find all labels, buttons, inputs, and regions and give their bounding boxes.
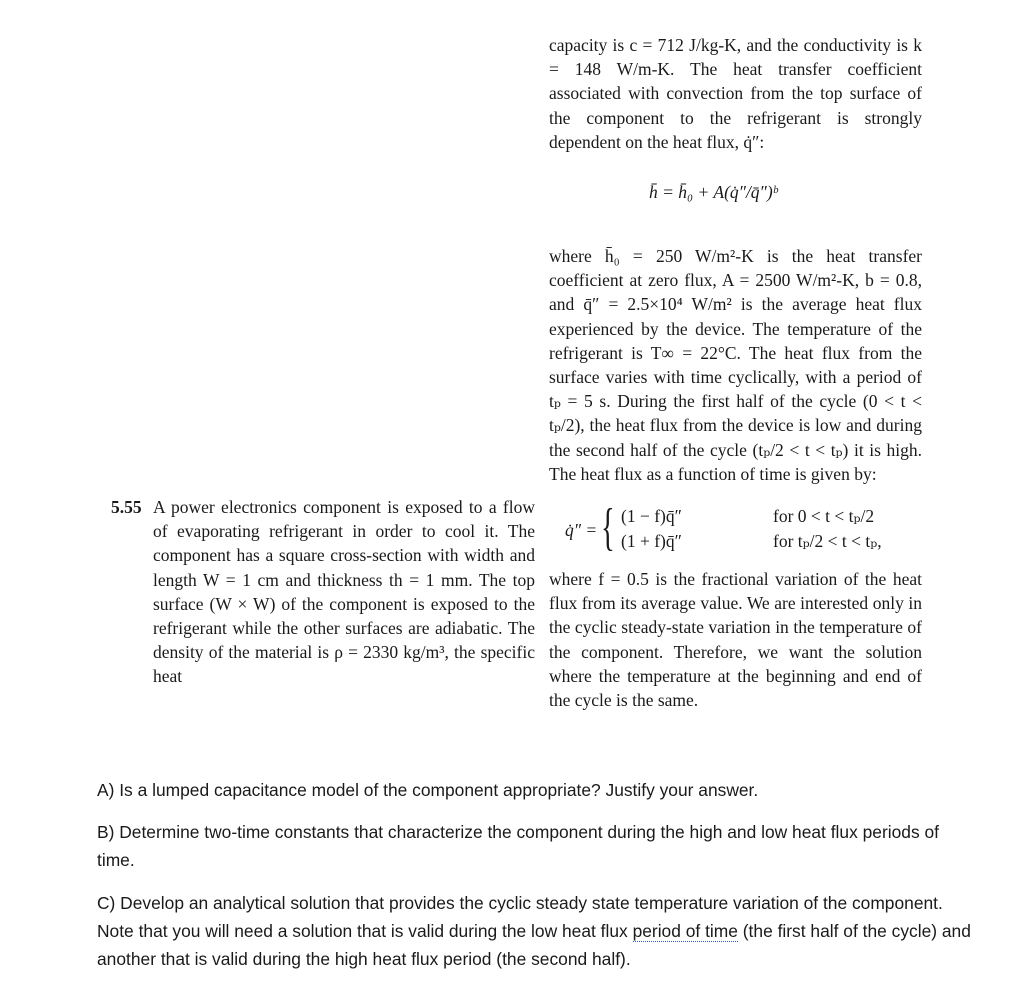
question-c-text: C) Develop an analytical solution that provides the cyclic steady state temperature variation of the component. Note that you will need a solution that is valid during the low heat flux period of time (the first half of the cycle) and another that is valid during the high heat flux period (the second half).: [97, 893, 971, 969]
problem-text: A power electronics component is exposed to a flow of evaporating refrigerant in order to cool it. The component has a square cross-section with width and length W = 1 cm and thickness th = 1 mm. The top surface (W × W) of the component is exposed to the refrigerant while the other surfaces are adiabatic. The density of the material is ρ = 2330 kg/m³, the specific heat: [153, 497, 535, 687]
row-1-condition: for 0 < t < tₚ/2: [773, 506, 875, 526]
row-2-condition: for tₚ/2 < t < tₚ,: [773, 531, 882, 551]
question-a: [97, 776, 977, 804]
question-b: [97, 818, 977, 874]
right-para-2: where h̄₀ = 250 W/m²-K is the heat transfer coefficient at zero flux, A = 2500 W/m²-K, b = 0.8, and q̄″ = 2.5×10⁴ W/m² is the average heat flux experienced by the device. The temperature of the refrigerant is T∞ = 22°C. The heat flux from the surface varies with time cyclically, with a period of tₚ = 5 s. During the first half of the cycle (0 < t < tₚ/2), the heat flux from the device is low and during the second half of the cycle (tₚ/2 < t < tₚ) it is high. The heat flux as a function of time is given by:: [549, 246, 922, 484]
question-a-text: A) Is a lumped capacitance model of the component appropriate? Justify your answer.: [97, 780, 759, 800]
row-1-expression: (1 − f)q̄″: [621, 506, 682, 526]
equation-2-row-1: [621, 504, 875, 528]
equation-heat-flux-piecewise: [565, 499, 895, 562]
equation-heat-transfer-coefficient: [549, 154, 922, 244]
right-para-1: capacity is c = 712 J/kg-K, and the conductivity is k = 148 W/m-K. The heat transfer coefficient associated with convection from the top surface of the component to the refrigerant is strongly dependent on the heat flux, q̇″:: [549, 35, 922, 152]
equation-2-trailing: ,: [877, 531, 882, 551]
equation-1-text: h̄ = h̄₀ + A(q̇″/q̄″)ᵇ: [649, 182, 778, 203]
problem-statement: [111, 495, 535, 689]
left-brace: {: [601, 499, 615, 556]
continuation-text: where f = 0.5 is the fractional variation of the heat flux from its average value. We are interested only in the cyclic steady-state variation in the temperature of the component. Therefore, we want the solution where the temperature at the beginning and end of the cycle is the same.: [549, 569, 922, 711]
equation-2-row-2: [621, 529, 882, 553]
equation-2-lhs: q̇″ =: [565, 520, 598, 540]
right-column: [549, 33, 922, 486]
question-b-text: B) Determine two-time constants that characterize the component during the high and low heat flux periods of time.: [97, 822, 939, 870]
problem-number: 5.55: [111, 497, 142, 517]
row-2-expression: (1 + f)q̄″: [621, 531, 682, 551]
dotted-underline-phrase: period of time: [632, 921, 738, 941]
question-c: [97, 889, 977, 973]
